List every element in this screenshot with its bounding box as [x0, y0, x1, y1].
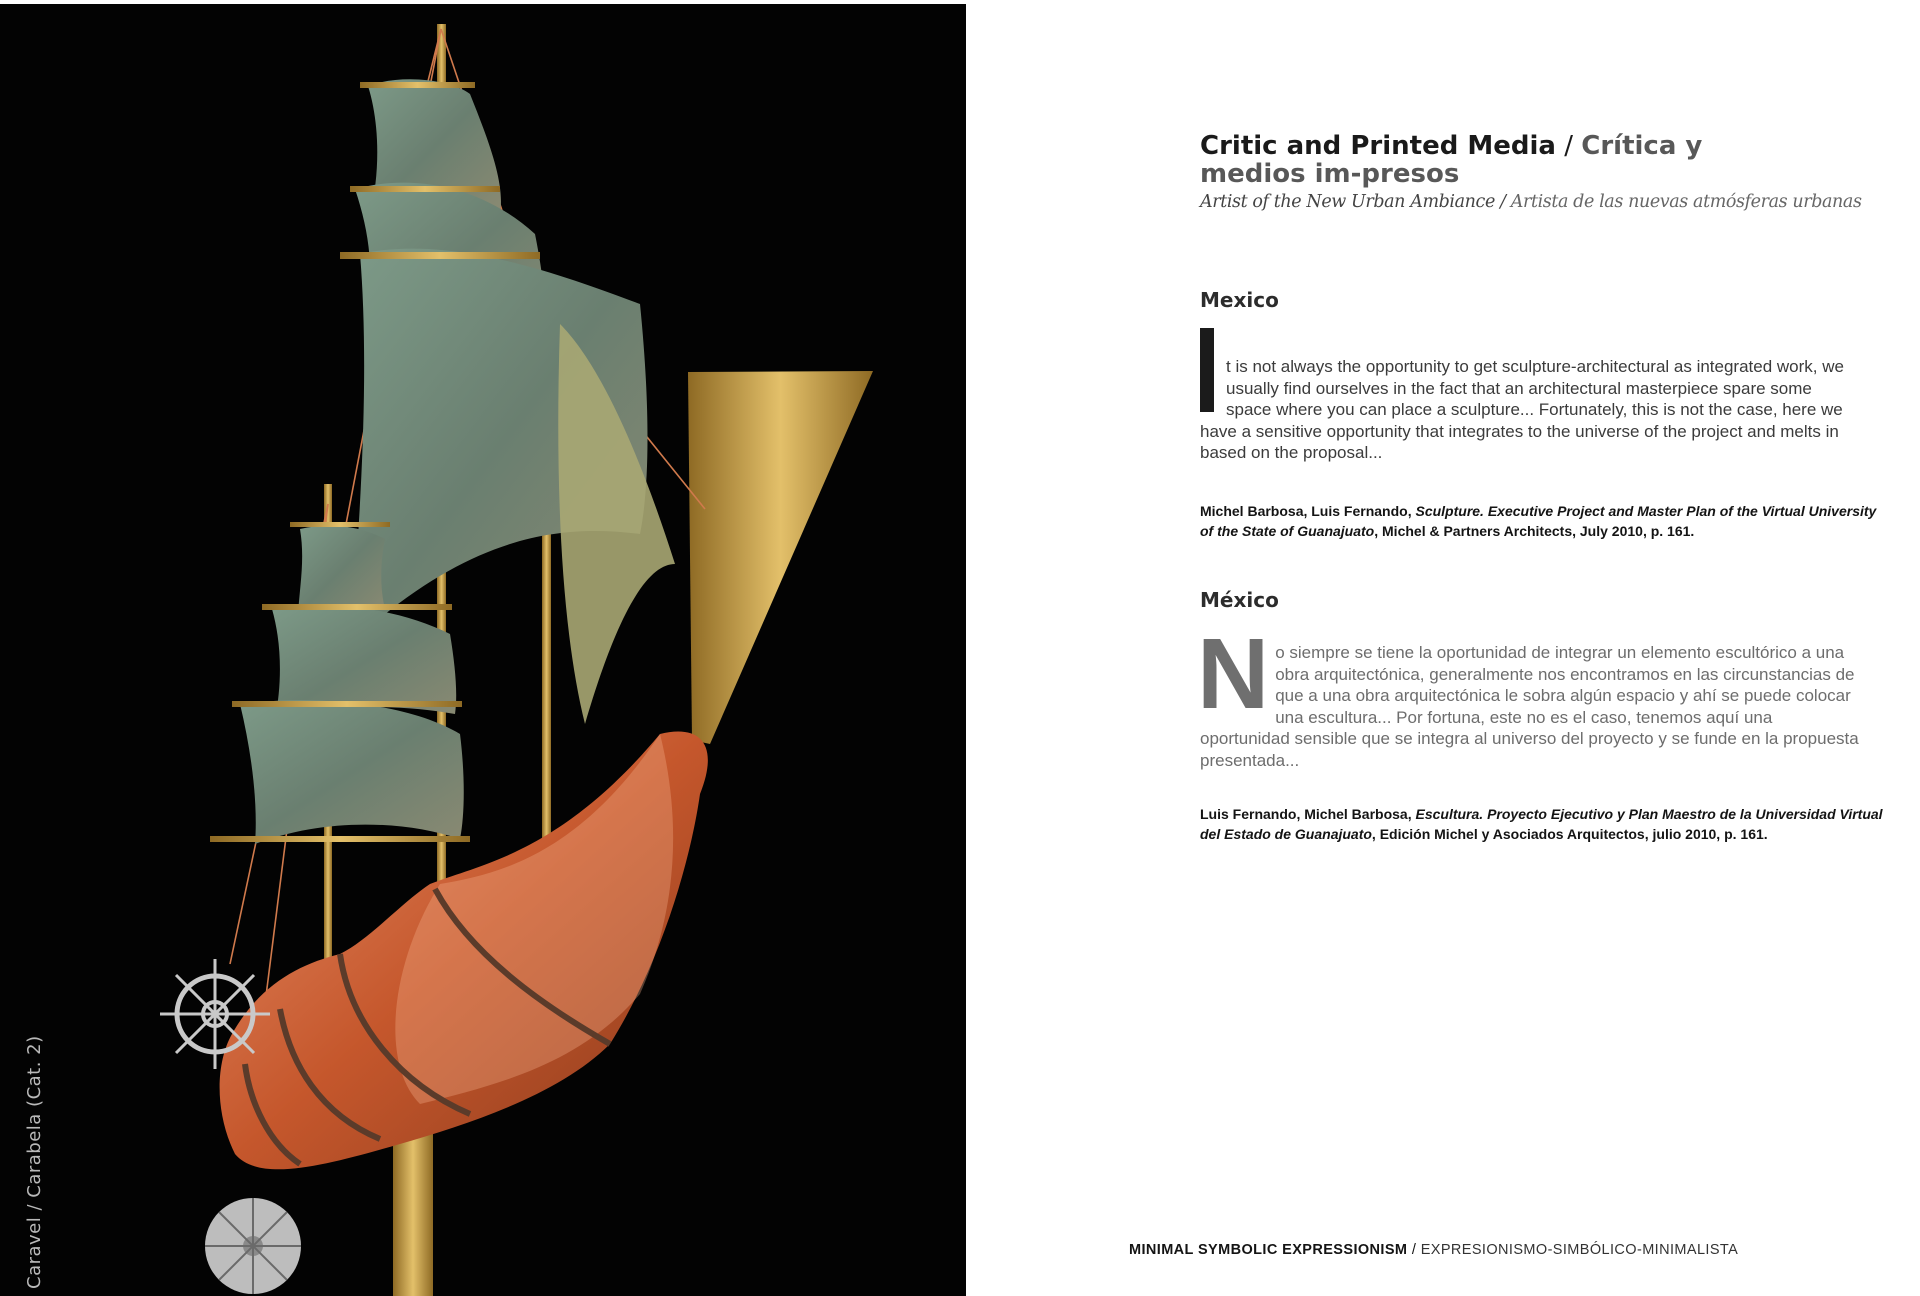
photo-caption: Caravel / Carabela (Cat. 2)	[24, 1035, 45, 1289]
citation-rest-es: , Edición Michel y Asociados Arquitectos, julio 2010, p. 161.	[1371, 826, 1768, 842]
section-body-es	[1197, 618, 1860, 771]
article-subtitle	[1200, 192, 1870, 212]
title-es: Crítica y medios im-presos	[1200, 131, 1703, 189]
section-heading-es: México	[1200, 588, 1279, 612]
body-paragraph-en: t is not always the opportunity to get sculpture-architectural as integrated work, we usually find ourselves in the fact that an architectural masterpiece spare some space where you can place a sculpture... Fortunately, this is not the case, here we have a sensitive opportunity that integrates to the universe of the project and melts in based on the proposal...	[1200, 357, 1844, 462]
title-en: Critic and Printed Media	[1200, 131, 1556, 161]
citation-en	[1200, 501, 1890, 541]
dropcap-bar	[1200, 328, 1214, 412]
article-title	[1200, 132, 1810, 188]
propeller	[205, 1198, 301, 1294]
citation-rest-en: , Michel & Partners Architects, July 2010, p. 161.	[1374, 523, 1695, 539]
mizzen-sail-top	[298, 526, 385, 614]
running-footer	[1129, 1242, 1738, 1258]
citation-authors-en: Michel Barbosa, Luis Fernando,	[1200, 503, 1416, 519]
dropcap-letter-es: N	[1197, 618, 1270, 730]
title-separator: /	[1555, 131, 1582, 161]
footer-separator: /	[1407, 1242, 1421, 1258]
ships-wheel	[160, 959, 270, 1069]
caravel-illustration	[0, 4, 966, 1296]
bowsprit	[688, 371, 873, 744]
mizzen-sail-low	[240, 700, 464, 844]
citation-es	[1200, 804, 1890, 844]
citation-authors-es: Luis Fernando, Michel Barbosa,	[1200, 806, 1416, 822]
article-column	[1197, 131, 1883, 842]
footer-es: EXPRESIONISMO-SIMBÓLICO-MINIMALISTA	[1420, 1242, 1739, 1258]
subtitle-separator: /	[1494, 192, 1511, 212]
sculpture-photo	[0, 4, 966, 1296]
subtitle-en: Artist of the New Urban Ambiance	[1200, 192, 1495, 212]
citation-title-es: Escultura. Proyecto Ejecutivo y Plan Maestro de la Universidad Virtual del Estado de Guanajuato	[1200, 806, 1883, 842]
citation-title-en: Sculpture. Executive Project and Master Plan of the Virtual University of the State of Guanajuato	[1200, 503, 1877, 539]
footer-en: MINIMAL SYMBOLIC EXPRESSIONISM	[1129, 1242, 1408, 1258]
section-body-en	[1200, 328, 1860, 464]
section-heading-en: Mexico	[1200, 288, 1279, 312]
body-paragraph-es: o siempre se tiene la oportunidad de integrar un elemento escultórico a una obra arquitectónica, generalmente nos encontramos en las circunstancias de que a una obra arquitectónica le sobra algún espacio y ahí se puede colocar una escultura... Por fortuna, este no es el caso, tenemos aquí una oportunidad sensible que se integra al universo del proyecto y se funde en la propuesta presentada...	[1200, 643, 1859, 770]
subtitle-es: Artista de las nuevas atmósferas urbanas	[1510, 192, 1862, 212]
